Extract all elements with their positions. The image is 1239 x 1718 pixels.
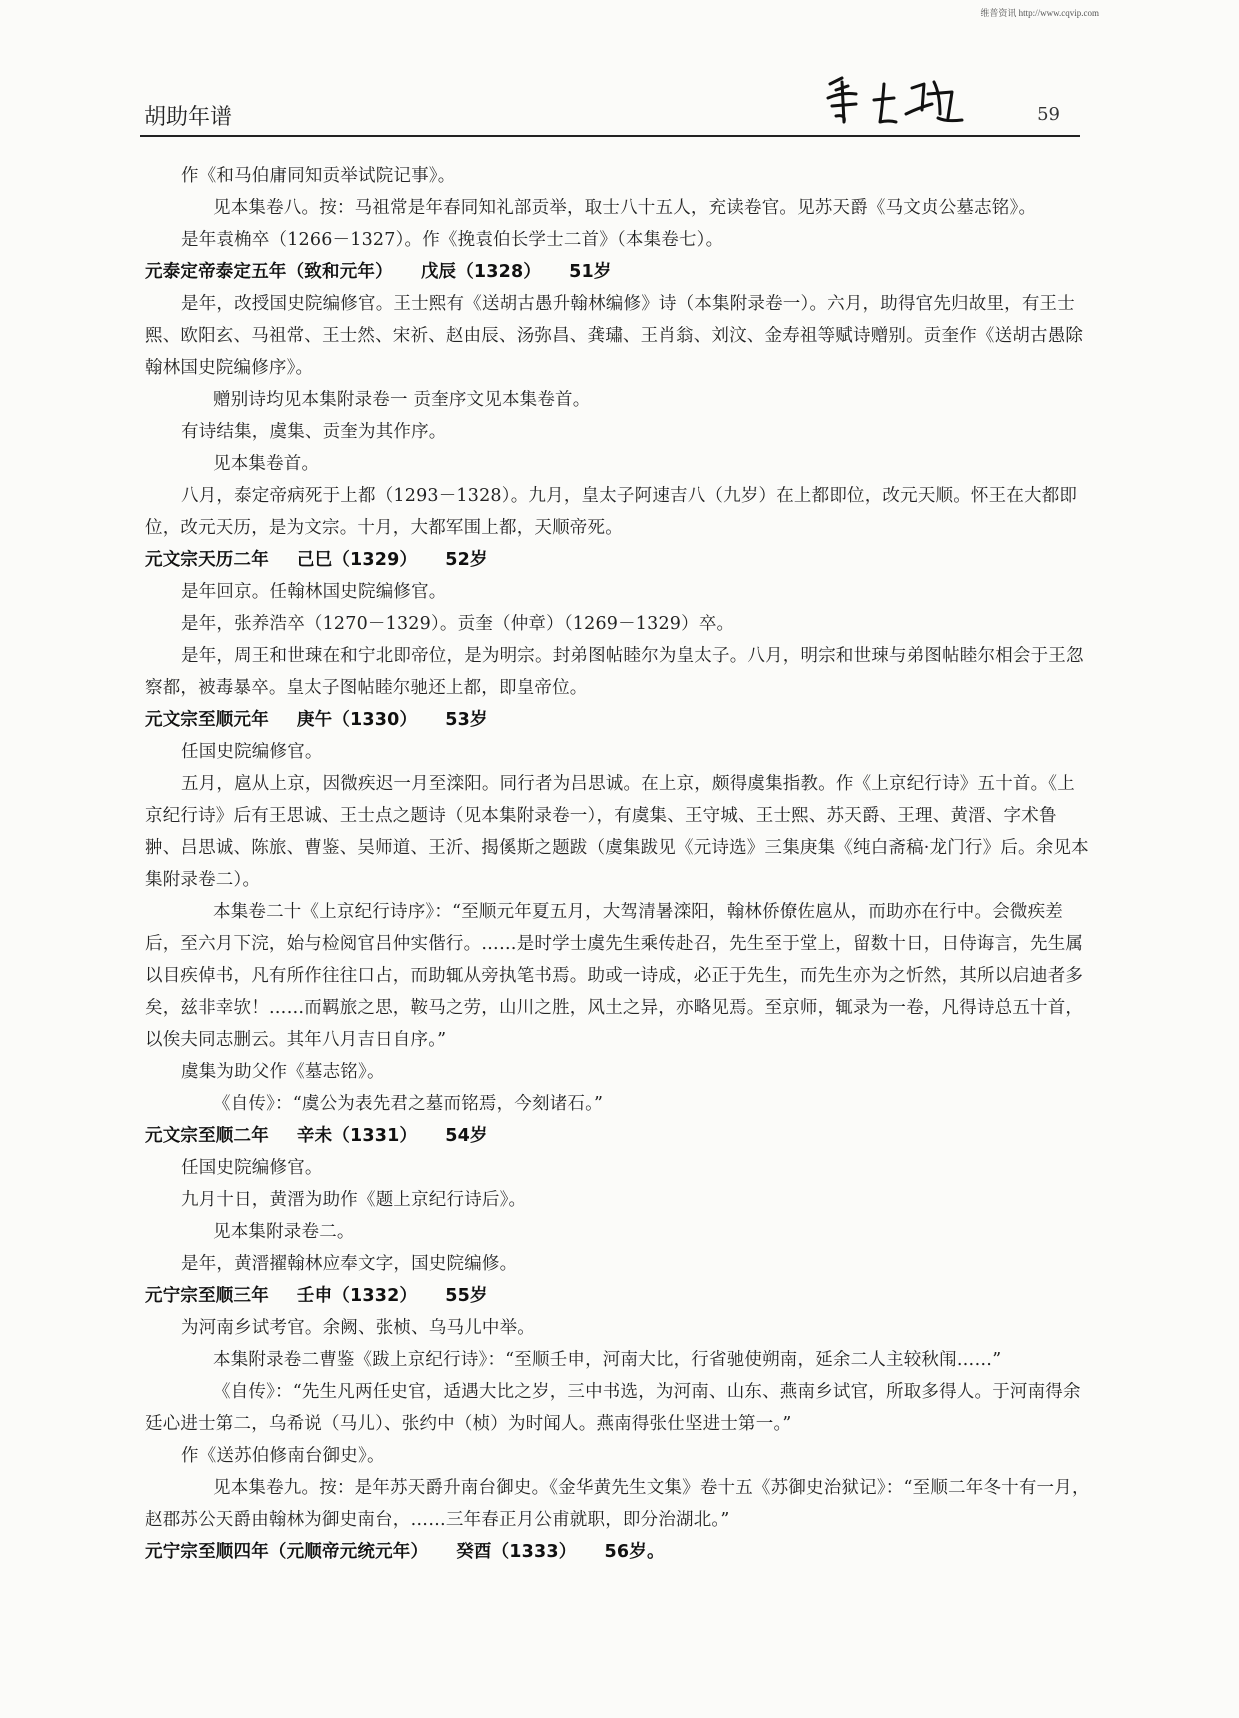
watermark: 维普资讯 http://www.cqvip.com <box>980 8 1099 18</box>
citation-paragraph: 本集卷二十《上京纪行诗序》：“至顺元年夏五月，大驾清暑滦阳，翰林侨僚佐扈从，而助亦在行中。会微疾差后，至六月下浣，始与检阅官吕仲实偕行。……是时学士虞先生乘传赴召，先生至于堂上，留数十日，日侍诲言，先生属以目疾倬书，凡有所作往往口占，而助辄从旁执笔书焉。助或一诗成，必正于先生，而先生亦为之忻然，其所以启迪者多矣，兹非幸欤！……而羁旅之思，鞍马之劳，山川之胜，风土之异，亦略见焉。至京师，辄录为一卷，凡得诗总五十首，以俟夫同志删云。其年八月吉日自序。” <box>145 902 1084 1050</box>
heading-year: 元泰定帝泰定五年（致和元年） <box>145 262 393 282</box>
citation-paragraph: 见本集卷首。 <box>213 454 320 474</box>
heading-gz: 庚午（1330） <box>296 710 418 730</box>
year-heading <box>145 1536 1090 1568</box>
entry-paragraph: 为河南乡试考官。余阙、张桢、乌马儿中举。 <box>181 1318 535 1338</box>
citation-paragraph: 见本集卷九。按：是年苏天爵升南台御史。《金华黄先生文集》卷十五《苏御史治狱记》：“至顺二年冬十有一月，赵郡苏公天爵由翰林为御史南台，……三年春正月公甫就职，即分治湖北。” <box>145 1478 1090 1530</box>
heading-year: 元文宗至顺二年 <box>145 1126 269 1146</box>
document-body <box>145 160 1090 1568</box>
year-heading <box>145 256 1090 288</box>
heading-year: 元宁宗至顺四年（元顺帝元统元年） <box>145 1542 429 1562</box>
entry-paragraph: 是年回京。任翰林国史院编修官。 <box>181 582 447 602</box>
year-heading <box>145 704 1090 736</box>
year-heading <box>145 1120 1090 1152</box>
entry-paragraph: 任国史院编修官。 <box>181 1158 323 1178</box>
entry-paragraph: 五月，扈从上京，因微疾迟一月至滦阳。同行者为吕思诚。在上京，颇得虞集指教。作《上京纪行诗》五十首。《上京纪行诗》后有王思诚、王士点之题诗（见本集附录卷一），有虞集、王守城、王士熙、苏天爵、王理、黄溍、字术鲁翀、吕思诚、陈旅、曹鉴、吴师道、王沂、揭傒斯之题跋（虞集跋见《元诗选》三集庚集《纯白斋稿·龙门行》后。余见本集附录卷二）。 <box>145 774 1089 890</box>
entry-paragraph: 是年，张养浩卒（1270－1329）。贡奎（仲章）（1269－1329）卒。 <box>181 614 735 634</box>
citation-paragraph: 《自传》：“先生凡两任史官，适遇大比之岁，三中书选，为河南、山东、燕南乡试官，所取多得人。于河南得余廷心进士第二，乌希说（马儿）、张约中（桢）为时闻人。燕南得张仕坚进士第一。” <box>145 1382 1081 1434</box>
heading-year: 元宁宗至顺三年 <box>145 1286 269 1306</box>
heading-age: 51岁 <box>569 262 612 282</box>
entry-paragraph: 作《和马伯庸同知贡举试院记事》。 <box>181 166 456 186</box>
heading-age: 53岁 <box>445 710 488 730</box>
page-number: 59 <box>1037 104 1060 125</box>
entry-paragraph: 作《送苏伯修南台御史》。 <box>181 1446 385 1466</box>
citation-paragraph: 本集附录卷二曹鉴《跋上京纪行诗》：“至顺壬申，河南大比，行省驰使朔南，延余二人主较秋闱……” <box>213 1350 1002 1370</box>
heading-age: 56岁。 <box>604 1542 665 1562</box>
citation-paragraph: 《自传》：“虞公为表先君之墓而铭焉，今刻诸石。” <box>213 1094 604 1114</box>
entry-paragraph: 是年，改授国史院编修官。王士熙有《送胡古愚升翰林编修》诗（本集附录卷一）。六月，助得官先归故里，有王士熙、欧阳玄、马祖常、王士然、宋祈、赵由辰、汤弥昌、龚璛、王肖翁、刘汶、金寿祖等赋诗赠别。贡奎作《送胡古愚除翰林国史院编修序》。 <box>145 294 1084 378</box>
entry-paragraph: 是年，周王和世㻋在和宁北即帝位，是为明宗。封弟图帖睦尔为皇太子。八月，明宗和世㻋与弟图帖睦尔相会于王忽察都，被毒暴卒。皇太子图帖睦尔驰还上都，即皇帝位。 <box>145 646 1084 698</box>
entry-paragraph: 是年，黄溍擢翰林应奉文字，国史院编修。 <box>181 1254 518 1274</box>
handwritten-signature <box>822 70 972 130</box>
heading-age: 52岁 <box>445 550 488 570</box>
citation-paragraph: 见本集附录卷二。 <box>213 1222 355 1242</box>
heading-age: 55岁 <box>445 1286 488 1306</box>
entry-paragraph: 九月十日，黄溍为助作《题上京纪行诗后》。 <box>181 1190 527 1210</box>
heading-gz: 戊辰（1328） <box>420 262 542 282</box>
entry-paragraph: 虞集为助父作《墓志铭》。 <box>181 1062 385 1082</box>
heading-gz: 己巳（1329） <box>296 550 418 570</box>
heading-age: 54岁 <box>445 1126 488 1146</box>
year-heading <box>145 1280 1090 1312</box>
heading-gz: 壬申（1332） <box>296 1286 418 1306</box>
heading-year: 元文宗天历二年 <box>145 550 269 570</box>
heading-gz: 癸酉（1333） <box>456 1542 577 1562</box>
entry-paragraph: 有诗结集，虞集、贡奎为其作序。 <box>181 422 447 442</box>
running-title: 胡助年谱 <box>144 105 233 130</box>
entry-paragraph: 是年袁桷卒（1266－1327）。作《挽袁伯长学士二首》（本集卷七）。 <box>181 230 724 250</box>
entry-paragraph: 任国史院编修官。 <box>181 742 323 762</box>
entry-paragraph: 八月，泰定帝病死于上都（1293－1328）。九月，皇太子阿速吉八（九岁）在上都即位，改元天顺。怀王在大都即位，改元天历，是为文宗。十月，大都军围上都，天顺帝死。 <box>145 486 1078 538</box>
year-heading <box>145 544 1090 576</box>
citation-paragraph: 见本集卷八。按：马祖常是年春同知礼部贡举，取士八十五人，充读卷官。见苏天爵《马文贞公墓志铭》。 <box>213 198 1037 218</box>
heading-gz: 辛未（1331） <box>296 1126 418 1146</box>
heading-year: 元文宗至顺元年 <box>145 710 269 730</box>
citation-paragraph: 赠别诗均见本集附录卷一 贡奎序文见本集卷首。 <box>213 390 591 410</box>
